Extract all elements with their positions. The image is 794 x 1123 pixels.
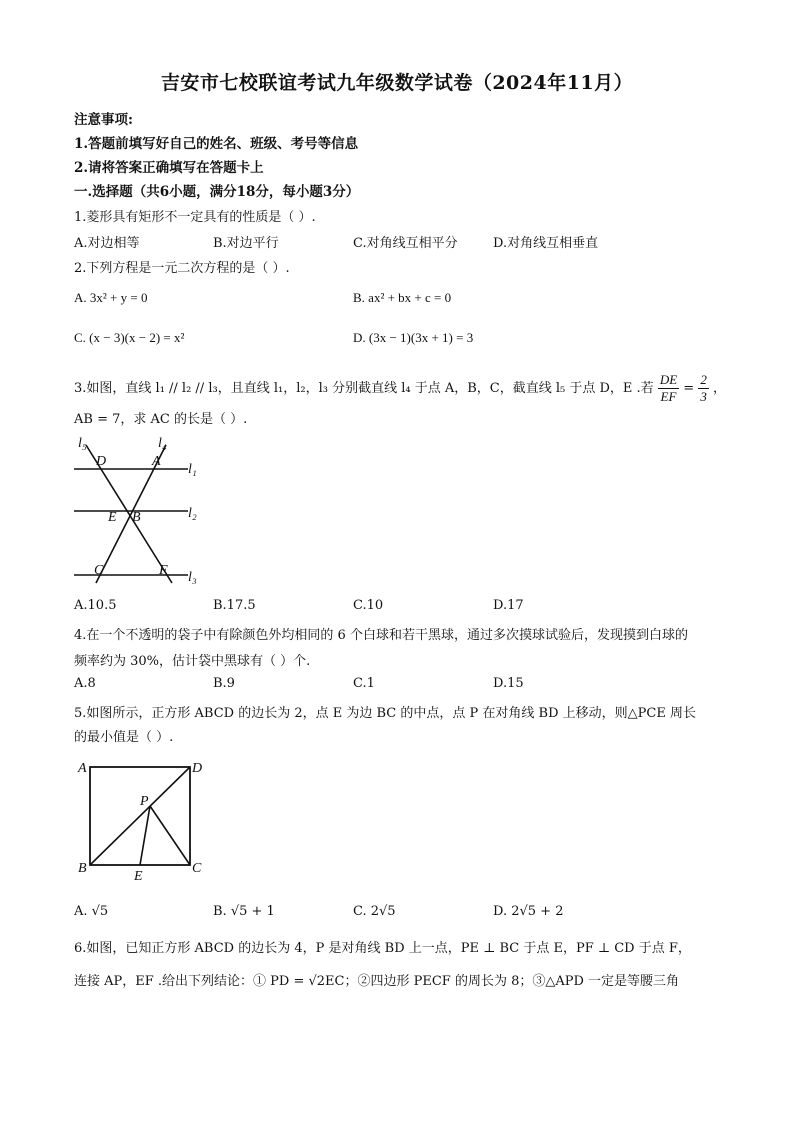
q2-stem: 2.下列方程是一元二次方程的是（ ）. xyxy=(74,261,290,276)
q3-ratio-fraction xyxy=(658,372,679,405)
q6-stem-line1: 6.如图，已知正方形 ABCD 的边长为 4，P 是对角线 BD 上一点，PE ⊥ BC 于点 E，PF ⊥ CD 于点 F， xyxy=(74,941,691,956)
q3-stem-line1 xyxy=(74,372,726,405)
q3-label-E: E xyxy=(108,510,117,525)
q3-label-B: B xyxy=(132,510,141,525)
q2-option-b: B. ax² + bx + c = 0 xyxy=(353,290,452,305)
notice-item-1: 1.答题前填写好自己的姓名、班级、考号等信息 xyxy=(74,136,359,152)
q3-value-fraction xyxy=(698,372,709,405)
q5-label-D: D xyxy=(192,761,203,776)
q4-option-a: A.8 xyxy=(74,676,96,691)
q4-option-b: B.9 xyxy=(213,676,235,691)
notice-heading: 注意事项: xyxy=(74,112,133,128)
q2-option-c: C. (x − 3)(x − 2) = x² xyxy=(74,330,185,345)
q5-option-a: A. √5 xyxy=(74,904,109,919)
q3-label-l5: l₅ xyxy=(78,436,87,451)
q3-label-C: C xyxy=(94,563,104,578)
q2-option-a: A. 3x² + y = 0 xyxy=(74,290,148,305)
q3-fraction-numerator: DE xyxy=(659,372,678,387)
q1-option-d: D.对角线互相垂直 xyxy=(493,236,599,251)
q3-label-A: A xyxy=(152,454,161,469)
page-title: 吉安市七校联谊考试九年级数学试卷（2024年11月） xyxy=(160,72,634,94)
q3-option-d: D.17 xyxy=(493,598,524,613)
q3-option-a: A.10.5 xyxy=(74,598,117,613)
q1-option-b: B.对边平行 xyxy=(213,236,279,251)
q4-stem-line2: 频率约为 30%，估计袋中黑球有（ ）个. xyxy=(74,654,311,669)
q3-fraction-denominator: EF xyxy=(660,389,677,404)
q5-segment-pc xyxy=(150,806,190,865)
q3-label-l4: l₄ xyxy=(158,436,167,451)
q5-figure xyxy=(74,758,214,883)
q1-option-a: A.对边相等 xyxy=(74,236,140,251)
q5-label-A: A xyxy=(78,761,87,776)
q3-value-numerator: 2 xyxy=(700,372,707,387)
q3-option-c: C.10 xyxy=(353,598,384,613)
q5-option-c: C. 2√5 xyxy=(353,904,396,919)
q5-label-P: P xyxy=(140,794,149,809)
section-heading: 一.选择题（共6小题，满分18分，每小题3分） xyxy=(74,184,360,200)
q5-stem-line1: 5.如图所示，正方形 ABCD 的边长为 2，点 E 为边 BC 的中点，点 P 在对角线 BD 上移动，则△PCE 周长 xyxy=(74,706,696,721)
q3-stem-text: 3.如图，直线 l₁ // l₂ // l₃，且直线 l₁，l₂，l₃ 分别截直线 l₄ 于点 A，B，C，截直线 l₅ 于点 D，E .若 xyxy=(74,381,654,396)
q5-diagonal-bd xyxy=(90,767,190,865)
q4-stem-line1: 4.在一个不透明的袋子中有除颜色外均相同的 6 个白球和若干黑球，通过多次摸球试验后，发现摸到白球的 xyxy=(74,628,688,643)
q1-option-c: C.对角线互相平分 xyxy=(353,236,458,251)
q3-label-l1: l₁ xyxy=(188,462,197,477)
q3-figure xyxy=(70,435,210,585)
q3-equals: = xyxy=(683,381,695,396)
notice-item-2: 2.请将答案正确填写在答题卡上 xyxy=(74,160,264,176)
q3-stem-line2: AB = 7，求 AC 的长是（ ）. xyxy=(74,412,248,427)
q3-value-denominator: 3 xyxy=(700,389,707,404)
q2-option-d: D. (3x − 1)(3x + 1) = 3 xyxy=(353,330,474,345)
q3-label-D: D xyxy=(96,454,107,469)
q4-option-d: D.15 xyxy=(493,676,524,691)
q5-option-b: B. √5 + 1 xyxy=(213,904,275,919)
q6-stem-line2: 连接 AP，EF .给出下列结论：① PD = √2EC；②四边形 PECF 的周长为 8；③△APD 一定是等腰三角 xyxy=(74,974,680,989)
q4-option-c: C.1 xyxy=(353,676,375,691)
q5-label-C: C xyxy=(192,861,202,876)
q3-comma: ， xyxy=(712,381,726,396)
q1-stem: 1.菱形具有矩形不一定具有的性质是（ ）. xyxy=(74,210,316,225)
q5-option-d: D. 2√5 + 2 xyxy=(493,904,564,919)
q3-label-l2: l₂ xyxy=(188,506,197,521)
q3-label-l3: l₃ xyxy=(188,570,197,585)
q5-stem-line2: 的最小值是（ ）. xyxy=(74,730,174,745)
q3-label-F: F xyxy=(159,563,168,578)
q5-label-B: B xyxy=(78,861,87,876)
q3-option-b: B.17.5 xyxy=(213,598,256,613)
q5-label-E: E xyxy=(134,869,143,884)
